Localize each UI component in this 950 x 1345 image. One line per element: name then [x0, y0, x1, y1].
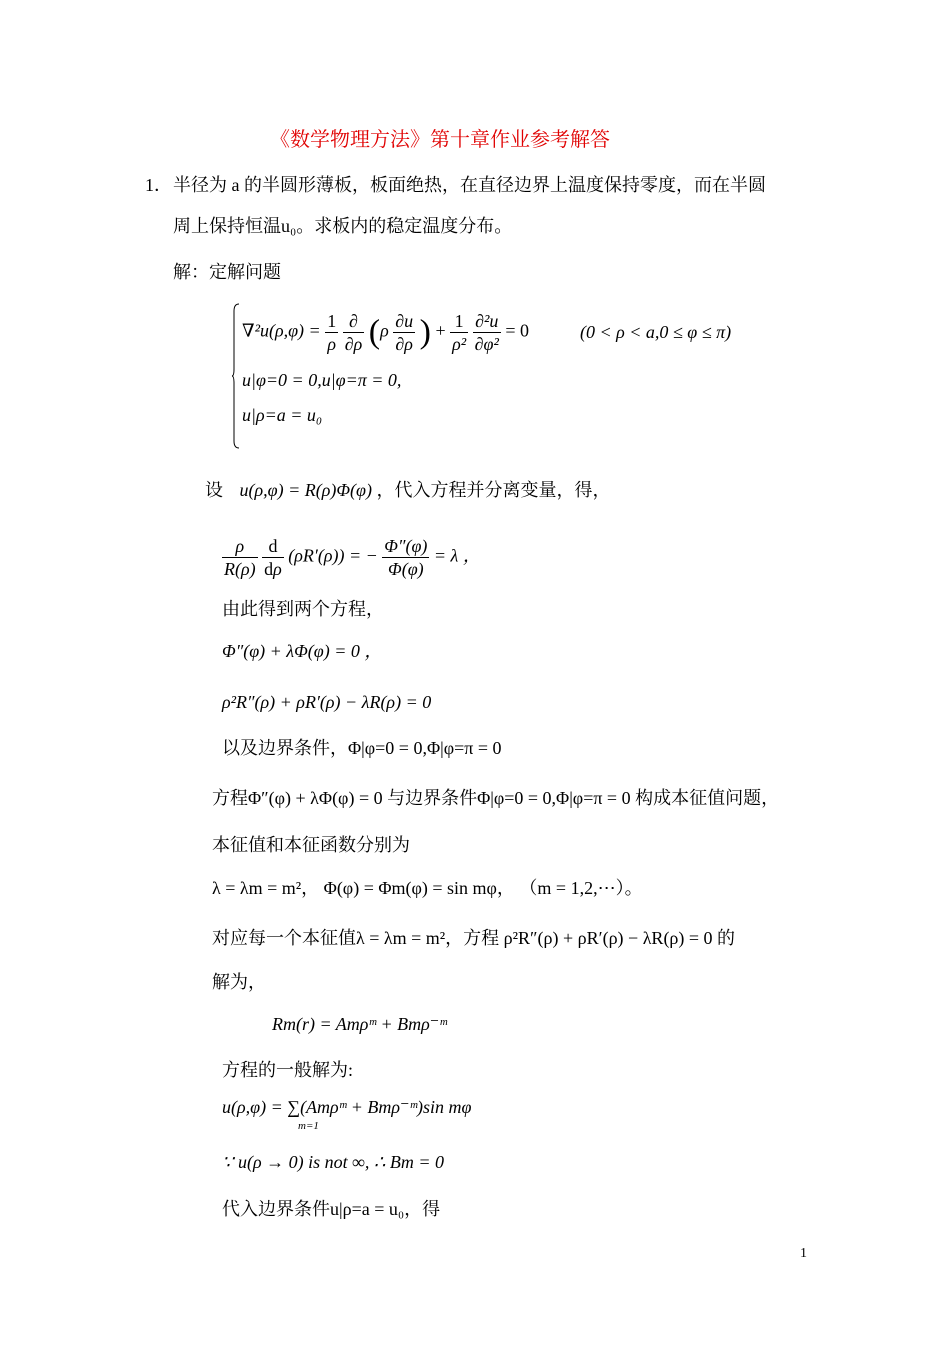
- equation-r: ρ²R″(ρ) + ρR′(ρ) − λR(ρ) = 0: [222, 692, 432, 712]
- each-eigenvalue-line1: 对应每一个本征值λ = λm = m²，方程 ρ²R″(ρ) + ρR′(ρ) − λR(ρ) = 0 的: [212, 928, 736, 948]
- pde-frac-1-rho: $\frac{1}{\rho}$: [327, 311, 337, 354]
- pde-frac-1-rho2: $\frac{1}{\text{ρ²}}$: [452, 311, 467, 354]
- sep-frac-rho-R: $\frac{\rho}{R(\rho)}$: [224, 536, 256, 579]
- set-expression: u(ρ,φ) = R(ρ)Φ(φ): [239, 480, 373, 500]
- each-eigenvalue-line2: 解为，: [212, 972, 266, 992]
- problem-text-line1: 半径为 a 的半圆形薄板，板面绝热，在直径边界上温度保持零度，而在半圆: [173, 175, 766, 195]
- sep-tail: = λ ，: [433, 545, 481, 566]
- boundary-condition-rho: u|ρ=a = u₀: [242, 405, 323, 425]
- sep-frac-d-drho: $\frac{d}{d\rho}$: [264, 536, 282, 579]
- pde-tail: = 0: [505, 320, 530, 341]
- set-prefix: 设: [205, 480, 223, 500]
- radial-solution: Rm(r) = Amρᵐ + Bmρ⁻ᵐ: [272, 1014, 447, 1034]
- two-equations-text: 由此得到两个方程，: [222, 599, 384, 619]
- pde-domain: (0 < ρ < a,0 ≤ φ ≤ π): [580, 322, 732, 342]
- solution-label: 解：定解问题: [173, 262, 281, 282]
- separated-equation: [222, 535, 481, 580]
- pde-frac-partial-rho: $\frac{\partial}{\partial\rho}$: [344, 311, 363, 354]
- pde-lhs: ∇²u(ρ,φ) =: [242, 320, 321, 341]
- eigen-problem-line1: 方程Φ″(φ) + λΦ(φ) = 0 与边界条件Φ|φ=0 = 0,Φ|φ=π = 0 构成本征值问题，: [212, 788, 780, 808]
- problem-text-line2: 周上保持恒温u₀。求板内的稳定温度分布。: [173, 216, 513, 236]
- boundary-condition-phi: u|φ=0 = 0,u|φ=π = 0,: [242, 370, 402, 390]
- general-solution-label: 方程的一般解为:: [222, 1060, 354, 1080]
- because-statement: ∵ u(ρ → 0) is not ∞, ∴ Bm = 0: [222, 1152, 445, 1172]
- pde-equation: ∇²u(ρ,φ) = $\frac{1}{\rho}$ $\frac{\partial}{\partial\rho}$ (ρ $\frac{\partial u}{\partial\rho}$ ) + $\frac{1}{\text{ρ²}}$ $\frac{\text{∂²u}}{\text{∂φ²}}$ = 0: [242, 311, 530, 354]
- pde-frac-du-drho: $\frac{\partial u}{\partial\rho}$: [395, 311, 414, 354]
- eigen-values: λ = λm = m²， Φ(φ) = Φm(φ) = sin mφ， （m = 1,2,⋯）。: [212, 878, 643, 898]
- system-brace: [232, 303, 240, 449]
- general-solution: u(ρ,φ) = ∑(Amρᵐ + Bmρ⁻ᵐ)sin mφ: [222, 1097, 472, 1117]
- separation-line: [205, 478, 611, 502]
- problem-number: 1．: [145, 175, 172, 195]
- set-suffix: ，代入方程并分离变量，得，: [376, 480, 611, 500]
- document-title: 《数学物理方法》第十章作业参考解答: [270, 129, 610, 151]
- eigen-problem-line2: 本征值和本征函数分别为: [212, 835, 410, 855]
- pde-frac-d2u-dphi2: $\frac{\text{∂²u}}{\text{∂φ²}}$: [474, 311, 499, 354]
- substitute-boundary: 代入边界条件u|ρ=a = u₀，得: [222, 1199, 441, 1219]
- sep-frac-phi: $\frac{\Phi''(\varphi)}{\Phi(\varphi)}$: [384, 536, 428, 579]
- sep-middle: (ρR′(ρ)) = −: [288, 545, 378, 566]
- equation-phi: Φ″(φ) + λΦ(φ) = 0 ，: [222, 641, 383, 661]
- boundary-conditions-text: 以及边界条件，Φ|φ=0 = 0,Φ|φ=π = 0: [222, 738, 502, 758]
- sum-lower-limit: m=1: [298, 1120, 319, 1132]
- page-number: 1: [800, 1246, 807, 1261]
